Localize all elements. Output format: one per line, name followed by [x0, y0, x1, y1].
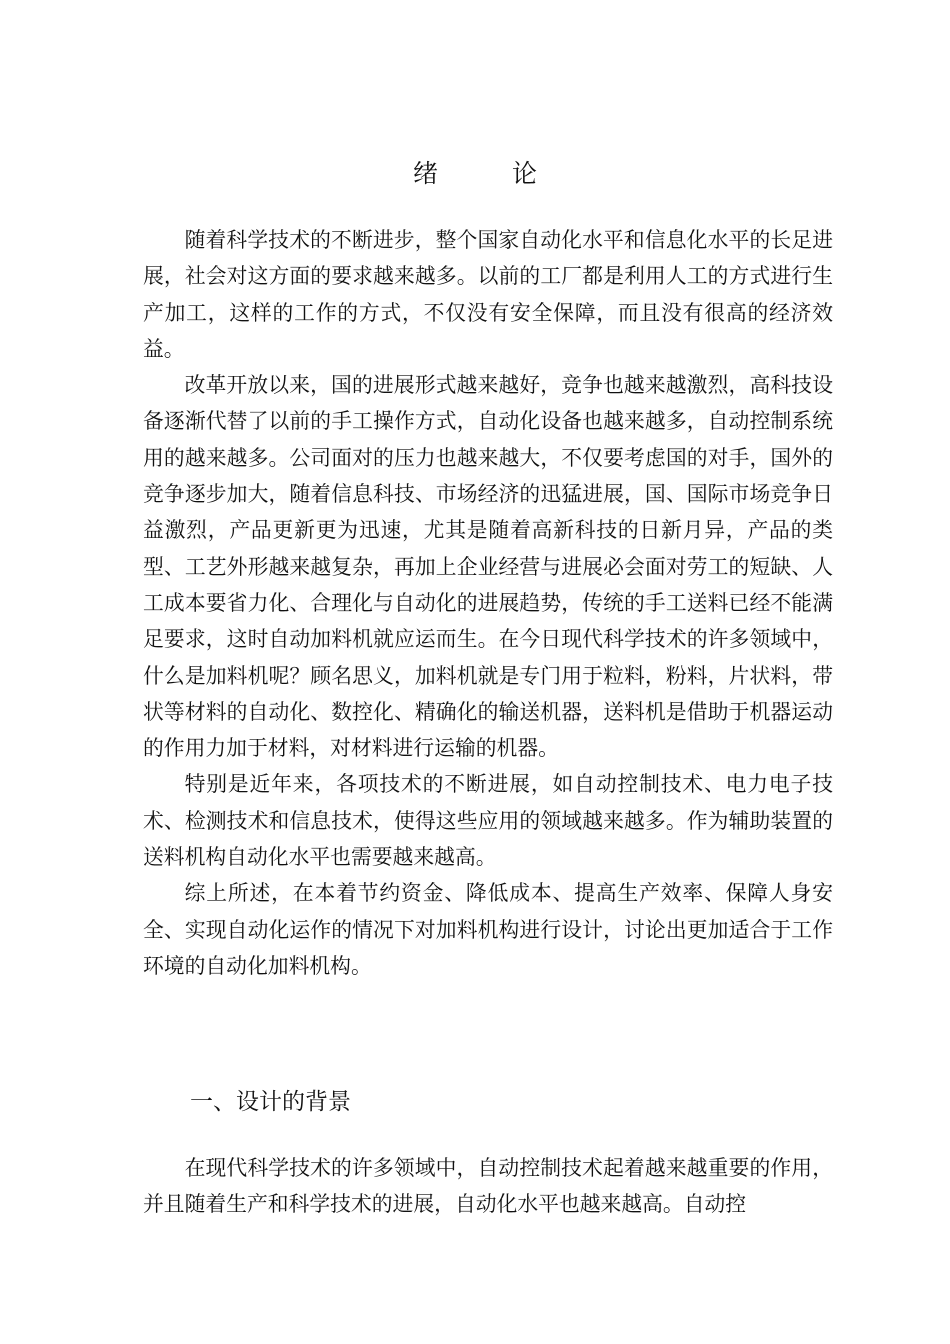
page-title — [0, 154, 950, 194]
paragraph-3: 特别是近年来，各项技术的不断进展，如自动控制技术、电力电子技术、检测技术和信息技术，使得这些应用的领域越来越多。作为辅助装置的送料机构自动化水平也需要越来越高。 — [143, 772, 833, 870]
title-char-1: 绪 — [412, 159, 438, 188]
paragraph-2: 改革开放以来，国的进展形式越来越好，竞争也越来越激烈，高科技设备逐渐代替了以前的手工操作方式，自动化设备也越来越多，自动控制系统用的越来越多。公司面对的压力也越来越大，不仅要考虑国的对手，国外的竞争逐步加大，随着信息科技、市场经济的迅猛进展，国、国际市场竞争日益激烈，产品更新更为迅速，尤其是随着高新科技的日新月异，产品的类型、工艺外形越来越复杂，再加上企业经营与进展必会面对劳工的短缺、人工成本要省力化、合理化与自动化的进展趋势，传统的手工送料已经不能满足要求，这时自动加料机就应运而生。在今日现代科学技术的许多领域中，什么是加料机呢？顾名思义，加料机就是专门用于粒料，粉料，片状料，带状等材料的自动化、数控化、精确化的输送机器，送料机是借助于机器运动的作用力加于材料，对材料进行运输的机器。 — [143, 373, 833, 761]
introduction-body — [143, 222, 833, 984]
section-paragraph: 在现代科学技术的许多领域中，自动控制技术起着越来越重要的作用，并且随着生产和科学技术的进展，自动化水平也越来越高。自动控 — [143, 1156, 833, 1217]
title-char-2: 论 — [512, 159, 538, 188]
paragraph-1: 随着科学技术的不断进步，整个国家自动化水平和信息化水平的长足进展，社会对这方面的要求越来越多。以前的工厂都是利用人工的方式进行生产加工，这样的工作的方式，不仅没有安全保障，而且没有很高的经济效益。 — [143, 228, 833, 361]
section-heading: 一、设计的背景 — [190, 1089, 351, 1115]
paragraph-4: 综上所述，在本着节约资金、降低成本、提高生产效率、保障人身安全、实现自动化运作的情况下对加料机构进行设计，讨论出更加适合于工作环境的自动化加料机构。 — [143, 881, 833, 978]
